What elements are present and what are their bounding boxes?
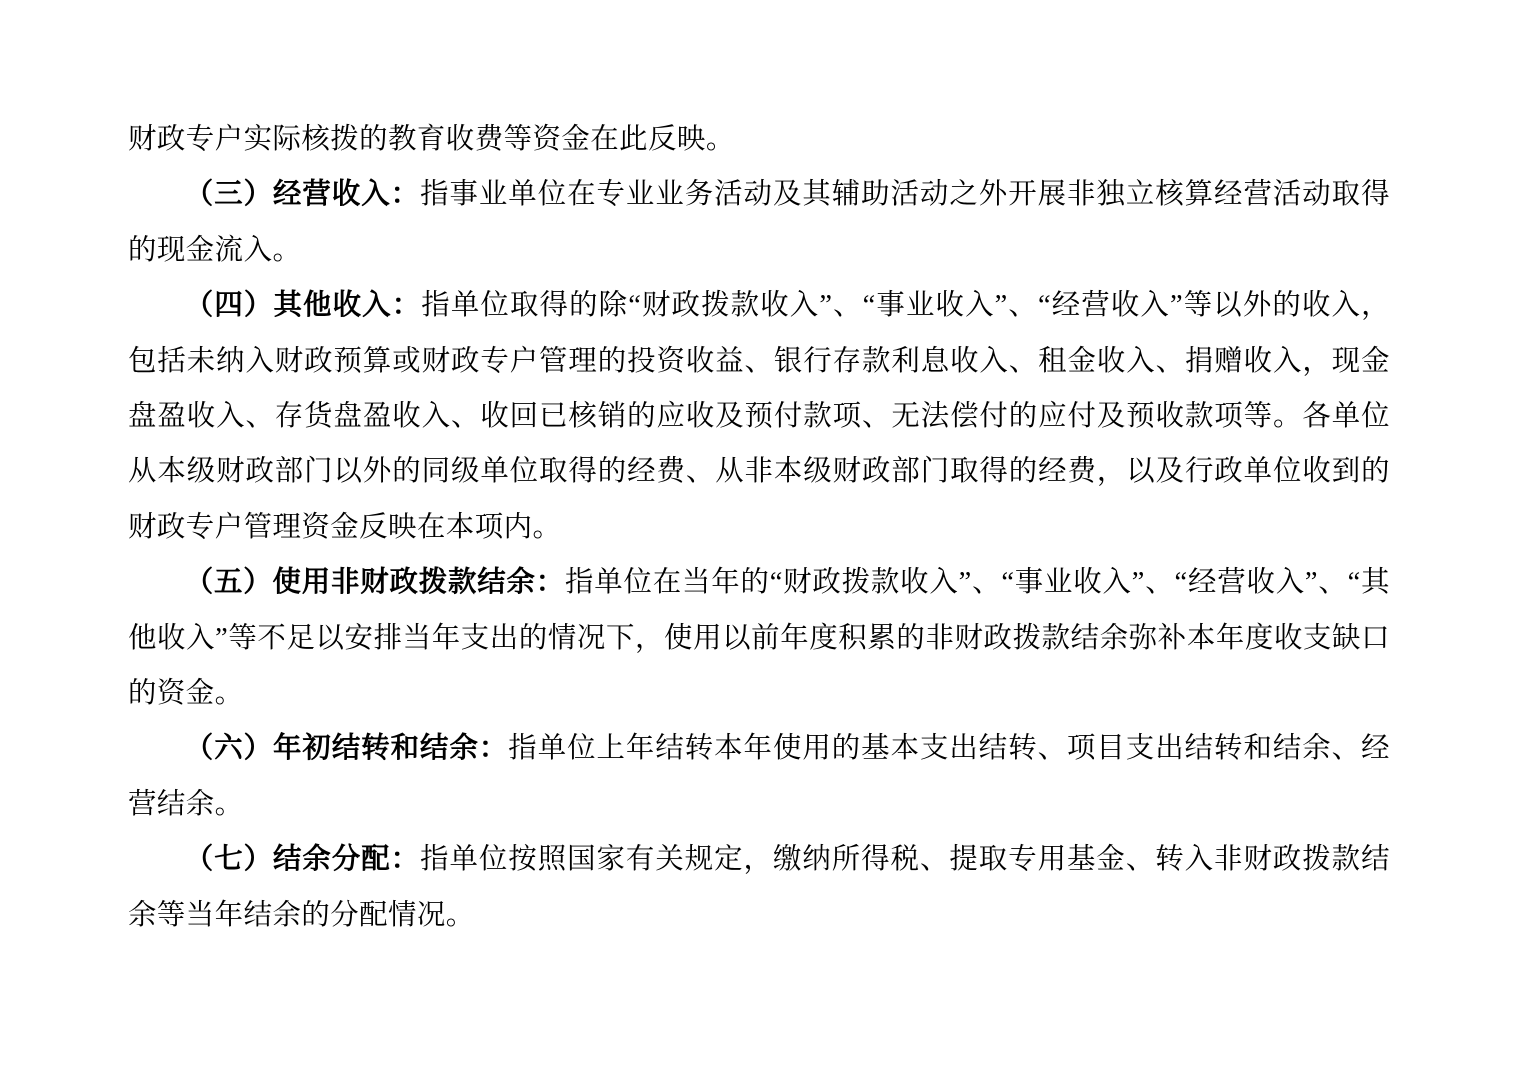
paragraph-body: 指单位取得的除“财政拨款收入”、“事业收入”、“经营收入”等以外的收入，包括未纳入财政预算或财政专户管理的投资收益、银行存款利息收入、租金收入、捐赠收入，现金盘盈收入、存货盘盈收入、收回已核销的应收及预付款项、无法偿付的应付及预收款项等。各单位从本级财政部门以外的同级单位取得的经费、从非本级财政部门取得的经费，以及行政单位收到的财政专户管理资金反映在本项内。 — [128, 290, 1390, 543]
paragraph-item-5 — [128, 555, 1390, 721]
paragraph-body: 财政专户实际核拨的教育收费等资金在此反映。 — [128, 124, 735, 155]
paragraph-continuation — [128, 112, 1390, 167]
paragraph-lead: （五）使用非财政拨款结余： — [184, 567, 565, 599]
paragraph-body: 指单位按照国家有关规定，缴纳所得税、提取专用基金、转入非财政拨款结余等当年结余的分配情况。 — [128, 844, 1390, 931]
paragraph-item-4 — [128, 278, 1390, 555]
paragraph-body: 指单位上年结转本年使用的基本支出结转、项目支出结转和结余、经营结余。 — [128, 733, 1390, 820]
paragraph-item-7 — [128, 832, 1390, 943]
paragraph-body: 指单位在当年的“财政拨款收入”、“事业收入”、“经营收入”、“其他收入”等不足以安排当年支出的情况下，使用以前年度积累的非财政拨款结余弥补本年度收支缺口的资金。 — [128, 567, 1390, 710]
paragraph-lead: （六）年初结转和结余： — [184, 733, 509, 765]
paragraph-item-3 — [128, 167, 1390, 278]
paragraph-body: 指事业单位在专业业务活动及其辅助活动之外开展非独立核算经营活动取得的现金流入。 — [128, 179, 1390, 266]
document-text-body — [128, 112, 1390, 943]
paragraph-lead: （四）其他收入： — [184, 290, 422, 322]
paragraph-lead: （三）经营收入： — [184, 179, 421, 211]
paragraph-lead: （七）结余分配： — [184, 844, 421, 876]
paragraph-item-6 — [128, 721, 1390, 832]
